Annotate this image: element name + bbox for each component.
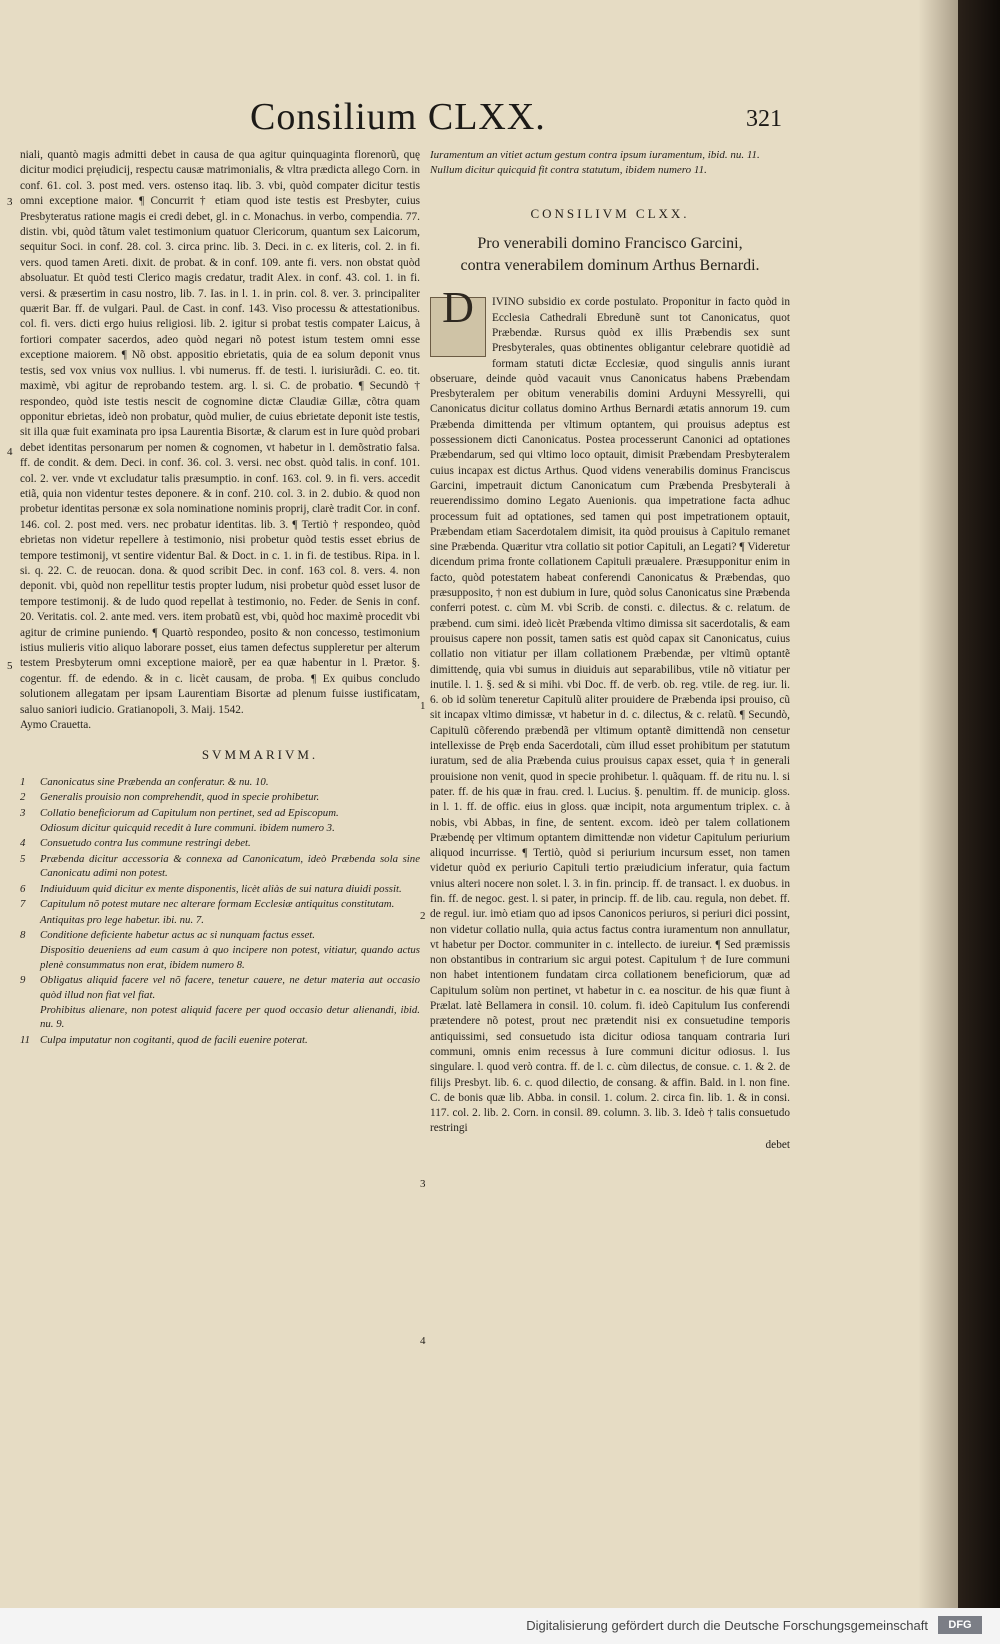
summarium-text: Præbenda dicitur accessoria & connexa ad Canonicatum, ideò Præbenda sola sine Canonicatu adimi non potest. bbox=[40, 852, 420, 880]
summarium-item bbox=[20, 836, 420, 850]
summarium-heading: SVMMARIVM. bbox=[201, 747, 319, 763]
drop-cap-initial bbox=[430, 283, 486, 357]
summarium-item bbox=[20, 775, 420, 789]
consilium-subtitle-line: Pro venerabili domino Francisco Garcini, bbox=[477, 235, 743, 253]
catchword: debet bbox=[765, 1138, 790, 1151]
right-column bbox=[430, 148, 790, 1153]
margin-number: 4 bbox=[420, 1335, 426, 1347]
summarium-text: Collatio beneficiorum ad Capitulum non pertinet, sed ad Episcopum. bbox=[40, 806, 339, 819]
drop-cap-letter: D bbox=[442, 283, 474, 333]
margin-number: 3 bbox=[7, 196, 13, 208]
summarium-item bbox=[20, 821, 420, 835]
consilium-subtitle-line: contra venerabilem dominum Arthus Bernardi. bbox=[460, 257, 760, 275]
summarium-item bbox=[20, 806, 420, 820]
dfg-logo: DFG bbox=[938, 1616, 982, 1634]
margin-number: 5 bbox=[7, 660, 13, 672]
summarium-number: 6 bbox=[20, 882, 26, 895]
summarium-continued-item: Nullum dicitur quicquid fit contra statutum, ibidem numero 11. bbox=[430, 164, 707, 176]
summarium-text: Canonicatus sine Præbenda an conferatur. & nu. 10. bbox=[40, 775, 269, 788]
summarium-item bbox=[20, 852, 420, 881]
summarium-item bbox=[20, 943, 420, 972]
summarium-continued-item: Iuramentum an vitiet actum gestum contra ipsum iuramentum, ibid. nu. 11. bbox=[430, 149, 760, 161]
page-title: Consilium CLXX. bbox=[250, 96, 546, 138]
summarium-number: 5 bbox=[20, 852, 26, 865]
margin-number: 4 bbox=[7, 446, 13, 458]
summarium-text: Dispositio deueniens ad eum casum à quo incipere non potest, vitiatur, quando actus plenè consummatus non erat, ibidem numero 8. bbox=[40, 944, 420, 971]
summarium-item bbox=[20, 1003, 420, 1032]
summarium-number: 7 bbox=[20, 898, 26, 911]
left-column bbox=[20, 148, 420, 1048]
summarium-item bbox=[20, 913, 420, 927]
summarium-item bbox=[20, 897, 420, 911]
margin-number: 1 bbox=[420, 700, 426, 712]
left-body-text: niali, quantò magis admitti debet in causa de qua agitur quinquaginta florenorũ, quę dicitur modici pręiudicij, respectu causæ matrimonialis, & vltra prædicta allego Corn. in conf. 61. col. 3. post med. vers. ostenso itaq. lib. 3. vbi, quòd compater dicitur testis omni exceptione maior. ¶ Concurrit † etiam quod iste testis est Presbyter, cuius Presbyteratus ratione magis ei credi debet, gl. in c. Monachus. in verbo, compendia. 77. distin. vbi, quòd tãtum valet testimonium quatuor Clericorum, quantum sex Laicorum, sequitur Soci. in conf. 28. col. 3. circa princ. lib. 3. Deci. in c. ex literis, col. 2. in fi. vers. quod tamen Areti. dixit. de probat. & in conf. 109. ante fi. vers. non obstat quòd absoluatur. Et quòd testi Clerico magis credatur, tradit Alex. in conf. 43. col. 1. in fi. versi. & præsertim in casu nostro, lib. 7. Ias. in l. 1. in prin. col. 8. ver. 3. principaliter quærit Bar. ff. de vulgari. Paul. de Cast. in conf. 143. Viso processu & attestationibus. col. fi. vers. dicti ergo huius religiosi. lib. 2. igitur si probat testis compater Laicus, à fortiori compater sacerdos, adeo quòd negari nõ potest istum testem omni esse exceptione maiorem. ¶ Nõ obst. appositio ebrietatis, quia de ea solum deponit vnus testis, sed vox vnius vox nullius. l. vbi numerus. ff. de testi. l. iurisiurãdi. C. eo. tit. maximè, vbi agitur de reprobando testem. arg. l. si. C. de probatio. ¶ Secundò † respondeo, quòd iste testis nescit de cognomine dictæ Claudiæ Gillæ, cõtra quam opponitur ebrietas, ideò non probatur, quòd mulier, de cuius ebrietate deponit iste testis, sit illa quæ fuit examinata pro ipsa Laurentia Bisortæ, & clarum est in Iure quòd probari debet identitas personarum per nomen & cognomen, vt habetur in l. demõstratio falsa. ff. de condit. & dem. Deci. in conf. 36. col. 3. versi. nec obst. quòd talis. in conf. 101. col. 2. ver. vnde vt excludatur talis præsumptio. in conf. 163. col. 9. in fi. vers. accedit etiã, quia non videntur testes deponere. & in conf. 210. col. 3. in 2. dubio. & quod non probetur identitas personæ ex sola nominatione nominis proprij, clarè tradit Cor. in conf. 146. col. 2. post med. vers. nec probatur identitas. lib. 3. ¶ Tertiò † respondeo, quòd ebrietas non videtur repellere à testimonio, nisi probetur quòd testis esset ebrius de tempore testimonij, vt sentire videntur Bal. & Doct. in c. 1. in fi. de testibus. Ripa. in l. si. q. 22. C. de reuocan. dona. & quod scribit Dec. in conf. 163 col. 8. vers. 4. non deponit. vbi, quòd non repellitur testis propter ludum, nisi probetur quòd esset lusor de tempore testimonij. & de ludo quod repellat à testimonio, no. Feder. de Senis in conf. 20. Veritatis. col. 2. ante med. vers. item probatũ est, vbi, quòd hoc maximè procedit vbi agitur de crimine puniendo. ¶ Quartò respondeo, posito & non concesso, testimonium istius mulieris vitio aliquo laborare posset, eius tamen defectus suppleretur per alterum testem Presbyterum omni exceptione maiorẽ, per ea quæ habentur in l. Prætor. §. cogentur. ff. de edendo. & in c. licèt causam, de proba. ¶ Ex quibus concludo solutionem allegatam per ipsam Laurentiam Bisortæ ad plenum fuisse iustificatam, saluo saniori iudicio. Gratianopoli, 3. Maij. 1542. bbox=[20, 149, 421, 716]
summarium-item bbox=[20, 1033, 420, 1047]
funding-notice: Digitalisierung gefördert durch die Deutsche Forschungsgemeinschaft bbox=[526, 1618, 928, 1633]
summarium-item bbox=[20, 882, 420, 896]
summarium-list bbox=[20, 775, 420, 1047]
summarium-text: Odiosum dicitur quicquid recedit à Iure communi. ibidem numero 3. bbox=[40, 822, 335, 835]
signature: Aymo Crauetta. bbox=[20, 719, 92, 732]
summarium-number: 2 bbox=[20, 791, 26, 804]
summarium-item bbox=[20, 973, 420, 1002]
summarium-text: Indiuiduum quid dicitur ex mente disponentis, licèt aliàs de sui natura diuidi possit. bbox=[40, 882, 402, 895]
margin-number: 3 bbox=[420, 1178, 426, 1190]
summarium-text: Consuetudo contra Ius commune restringi debet. bbox=[40, 837, 251, 850]
summarium-item bbox=[20, 928, 420, 942]
summarium-number: 4 bbox=[20, 837, 26, 850]
summarium-number: 8 bbox=[20, 928, 26, 941]
book-spine bbox=[958, 0, 1000, 1608]
summarium-text: Conditione deficiente habetur actus ac si nunquam factus esset. bbox=[40, 928, 315, 941]
summarium-item bbox=[20, 790, 420, 804]
consilium-body-text: IVINO subsidio ex corde postulato. Proponitur in facto quòd in Ecclesia Cathedrali Ebredunẽ sunt tot Canonicatus, quot Præbendæ. Rursus quòd ex illis Præbendis sex sunt Presbyterales, quas obtinentes obligantur celebrare quotidiè ad formam statuti dictæ Ecclesiæ, quod singulis annis iurant obseruare, deinde quòd vacauit vnus Canonicatus habens Præbendam Presbyteralem per obitum venerabilis domini Arduyni Messyrelli, qui Canonicatus dicitur collatus domino Arthus Bernardi ætatis annorum 19. cum Præbenda dimittenda per vltimum optantem, qui prouisus adeptus est possessionem dicti Canonicatus. Postea processerunt Canonici ad optationes Præbendarum, sed qui vltimo loco optauit, dimisit Præbendam Presbyteralem cuius incapax est dictus Arthus. Quod videns venerabilis dominus Franciscus Garcini, impetrauit dictum Canonicatum cum Præbenda Presbyterali à reuerendissimo domino Legato Auenionis. qua impetratione facta adhuc processum fuit ad optationes, sed tamen qui post impetrationem optauit, Præbendam etiam Sacerdotalem dimisit, ita quòd prouisus à Capitulo remanet sine Præbenda. Quæritur vtra collatio sit potior Capituli, an Legati? ¶ Videretur dicendum prima fronte collationem Capituli præualere. Præsupponitur enim in facto, quòd potestatem habeat conferendi Canonicatus & Præbendas, quo præsupposito, † non est dubium in Iure, quòd solus Canonicatus sine Præbenda conferri potest. c. cùm M. vbi Scrib. de consti. c. dilectus. & c. relatum. de præbend. cum simi. ideò licèt Præbenda vltimo dimissa sit sacerdotalis, & eam prouisus capere non possit, tamen satis est quòd capax sit Canonicatus, cuius collatio non vitiatur per illam collationem Præbendæ, per vltimũ optantẽ dimittendę, quia vbi sumus in diuiduis aut separabilibus, vtile nõ vitiatur per inutile. l. 1. §. sed & si mihi. vbi Doc. ff. de verb. ob. reg. vtile. de reg. iur. li. 6. ob id solùm teneretur Capitulũ aliter prouidere de Præbenda ipsi prouiso, cũ sit incapax vltimo dimissæ, vt habetur in d. c. dilectus, & c. relatũ. ¶ Secundò, Capitulũ cõferendo præbendã per vltimum optantẽ dimittendã non censetur intellexisse de Pręb enda Sacerdotali, cùm illud esset prohibitum per statutum iuratum, sed de alia Præbenda cuius prouisus capax esset, quia † in generali prouisione non venit, quod in specie prohibetur. l. quãquam. ff. de ritu nu. l. si pater. ff. de his quæ in frau. cred. l. Lucius. §. penultim. ff. de municip. gloss. in l. 1. ff. de offic. eius in gloss. quæ incipit, nota argumentum triplex. c. à nobis, vbi Abbas, in fine, de sentent. excom. ideò per talem collationem Præbendę per vltimum optantem dimittendæ non videtur Capitulum periurium aliquod incurrisse. ¶ Tertiò, quòd si periurium incursum esset, non tamen videtur quòd ex periurio Capituli tertio præiudicium inferatur, quia factum vnius alteri nocere non solet. l. 3. in fin. princip. ff. de transact. l. ex duobus. in fin. ff. de negoc. gest. l. si pater, in princip. ff. de lib. cau. regula, non debet. ff. de regul. iur. imò etiam quo ad ipsos Canonicos periuros, si periuri dici possint, non videtur collatio nulla, quia actus factus contra iuramentum non annullatur, vt habetur per Doctor. communiter in c. intellecto. de iureiur. ¶ Sed præmissis non obstantibus in contrarium sic argui potest. Capitulum † de Iure communi non habet intentionem fundatam circa collationem beneficiorum, quæ ad Capitulum solùm non pertinet, vt habetur in c. ea noscitur. de his quæ fiunt à Prælat. latè Bellamera in consil. 10. colum. fi. ideò Capitulum Ius conferendi prætendere nõ potest, prout nec prætendit nisi ex consuetudine temporis antiquissimi, sed consuetudo ista dicitur odiosa tanquam contraria Iuri communi, omnis enim recessus à Iure communi dicitur odiosus. l. Ius singulare. l. quod verò contra. ff. de l. c. cùm dilectus, de consue. c. 1. & 2. de filijs Presbyt. lib. 6. c. quod dilectio, de consang. & affin. Bald. in l. non fine. C. de bonis quæ lib. Abba. in consil. 1. colum. 2. circa fin. lib. 1. & in consi. 117. col. 2. lib. 2. Corn. in consil. 89. column. 3. lib. 3. Ideò † talis consuetudo restringi bbox=[430, 296, 790, 1135]
summarium-text: Capitulum nõ potest mutare nec alterare formam Ecclesiæ antiquitus constitutam. bbox=[40, 898, 395, 911]
summarium-text: Antiquitas pro lege habetur. ibi. nu. 7. bbox=[40, 913, 204, 926]
summarium-number: 11 bbox=[20, 1033, 30, 1046]
consilium-body bbox=[430, 283, 790, 1153]
summarium-text: Prohibitus alienare, non potest aliquid facere per quod occasio detur alienandi, ibid. nu. 9. bbox=[40, 1003, 420, 1031]
summarium-text: Generalis prouisio non comprehendit, quod in specie prohibetur. bbox=[40, 791, 320, 804]
footer-bar bbox=[0, 1608, 1000, 1644]
consilium-subtitle bbox=[430, 233, 790, 277]
summarium-number: 9 bbox=[20, 974, 26, 987]
summarium-text: Obligatus aliquid facere vel nõ facere, tenetur cauere, ne detur materia aut occasio quòd illud non fiat vel fiat. bbox=[40, 974, 420, 1001]
summarium-number: 1 bbox=[20, 775, 26, 788]
consilium-heading: CONSILIVM CLXX. bbox=[530, 206, 690, 221]
summarium-text: Culpa imputatur non cogitanti, quod de facili euenire poterat. bbox=[40, 1033, 308, 1046]
margin-number: 2 bbox=[420, 910, 426, 922]
summarium-number: 3 bbox=[20, 806, 26, 819]
page-number: 321 bbox=[746, 106, 782, 132]
